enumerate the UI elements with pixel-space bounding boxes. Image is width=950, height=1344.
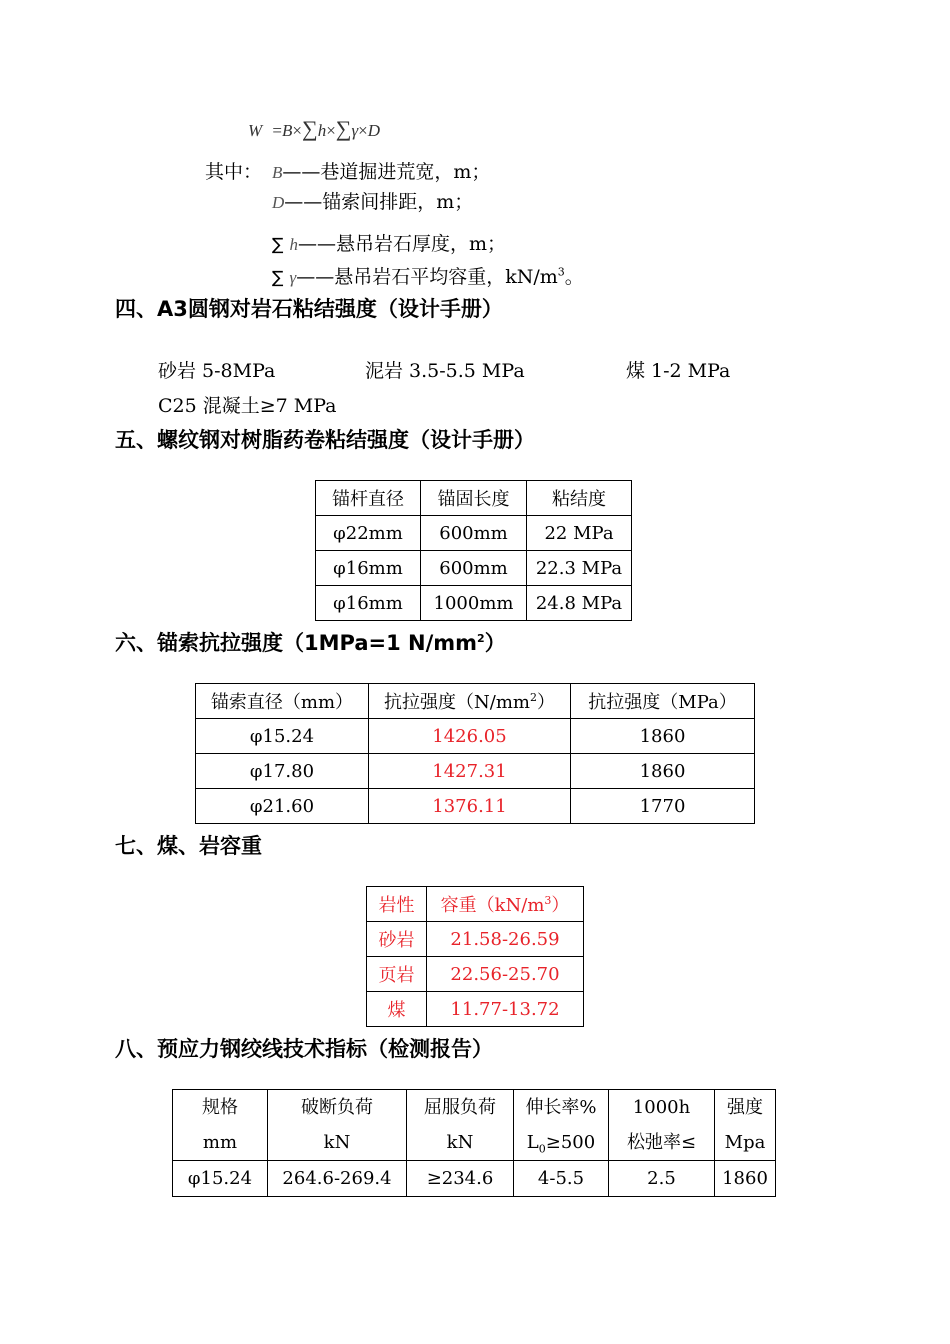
table-cell: 1426.05 (369, 719, 571, 754)
table-cell: 1376.11 (369, 789, 571, 824)
table-cell: 1860 (571, 754, 755, 789)
definition-text: ——悬吊岩石平均容重，kN/m (296, 266, 558, 288)
table-row (173, 1161, 776, 1197)
definition-symbol: B (272, 163, 283, 182)
header-cell: 屈服负荷 kN (407, 1090, 514, 1161)
title-text: 六、锚索抗拉强度（1MPa=1 N/mm (115, 631, 478, 655)
header-cell: 锚固长度 (421, 481, 527, 516)
table-cell: φ22mm (316, 516, 421, 551)
table-cell: 页岩 (367, 957, 427, 992)
definition-d (272, 187, 473, 214)
table-header-row (316, 481, 632, 516)
definition-h (272, 229, 506, 256)
definition-symbol: D (272, 193, 285, 212)
header-cell: 规格 mm (173, 1090, 268, 1161)
section-5-title: 五、螺纹钢对树脂药卷粘结强度（设计手册） (115, 428, 535, 452)
sum-symbol: ∑ (272, 235, 284, 255)
definition-symbol: h (289, 235, 299, 254)
header-cell: 破断负荷 kN (268, 1090, 407, 1161)
table-cell: 22 MPa (527, 516, 632, 551)
table-cell: 600mm (421, 516, 527, 551)
table-row (316, 551, 632, 586)
table-header-row (196, 684, 755, 719)
header-cell: 容重$(kN/m^3)$ (427, 887, 584, 922)
definition-text: ——巷道掘进荒宽，m； (282, 161, 491, 183)
definition-text: ——悬吊岩石厚度，m； (298, 233, 507, 255)
section-7-title: 七、煤、岩容重 (115, 834, 262, 858)
title-text: ） (484, 631, 506, 655)
bond-coal: 煤 1-2 MPa (626, 360, 731, 382)
header-cell: 锚索直径（mm） (196, 684, 369, 719)
section-4-title: 四、A3圆钢对岩石粘结强度（设计手册） (115, 297, 503, 321)
table-cell: 600mm (421, 551, 527, 586)
table-cell: 1000mm (421, 586, 527, 621)
definitions-prefix: 其中： (205, 161, 263, 183)
formula-sum: ∑ (302, 116, 318, 141)
header-cell: 1000h 松弛率≤ (609, 1090, 715, 1161)
definition-gamma (272, 262, 584, 289)
table-cell: 24.8 MPa (527, 586, 632, 621)
superscript: 2 (477, 632, 485, 645)
formula-h: h (317, 121, 327, 140)
table-header-row (173, 1090, 776, 1161)
header-cell: 强度 Mpa (715, 1090, 776, 1161)
superscript: 3 (557, 265, 565, 279)
header-cell: 抗拉强度$(N/mm^2)$ (369, 684, 571, 719)
table-cell: φ15.24 (173, 1161, 268, 1197)
formula-times: × (292, 121, 302, 140)
table-cell: 1860 (571, 719, 755, 754)
table-header-row (367, 887, 584, 922)
definition-tail: 。 (564, 266, 584, 288)
table-cell: 22.3 MPa (527, 551, 632, 586)
definition-b (272, 157, 490, 184)
formula-b: B (282, 121, 293, 140)
table-cell: 22.56-25.70 (427, 957, 584, 992)
header-cell: 伸长率% $L_0\ge 500$ (514, 1090, 609, 1161)
formula (248, 116, 380, 142)
header-cell: 粘结度 (527, 481, 632, 516)
table-row (367, 992, 584, 1027)
table-cell: 1770 (571, 789, 755, 824)
table-cell: 1427.31 (369, 754, 571, 789)
table-row (367, 922, 584, 957)
bond-concrete: C25 混凝土≥7 MPa (158, 395, 337, 417)
header-cell: 锚杆直径 (316, 481, 421, 516)
header-cell: 抗拉强度（MPa） (571, 684, 755, 719)
table-cell: φ16mm (316, 551, 421, 586)
table-cell: 2.5 (609, 1161, 715, 1197)
table-cell: φ17.80 (196, 754, 369, 789)
table-cell: 21.58-26.59 (427, 922, 584, 957)
table-cell: φ21.60 (196, 789, 369, 824)
formula-d: D (367, 121, 381, 140)
formula-times: × (358, 121, 368, 140)
table-row (367, 957, 584, 992)
formula-w: W (248, 121, 263, 140)
sum-symbol: ∑ (272, 268, 284, 288)
table-cell: φ15.24 (196, 719, 369, 754)
section-8-title: 八、预应力钢绞线技术指标（检测报告） (115, 1037, 493, 1061)
table-cell: φ16mm (316, 586, 421, 621)
table-cell: 11.77-13.72 (427, 992, 584, 1027)
header-cell: 岩性 (367, 887, 427, 922)
table-cell: 264.6-269.4 (268, 1161, 407, 1197)
table-row (196, 789, 755, 824)
cable-tensile-table (195, 683, 755, 824)
table-row (316, 586, 632, 621)
table-cell: 煤 (367, 992, 427, 1027)
formula-equals: = (272, 121, 283, 140)
formula-gamma: γ (351, 121, 359, 140)
unit-weight-table (366, 886, 584, 1027)
rebar-bond-table (315, 480, 632, 621)
table-row (196, 719, 755, 754)
bond-mudstone: 泥岩 3.5-5.5 MPa (365, 360, 525, 382)
formula-sum: ∑ (335, 116, 352, 141)
table-cell: ≥234.6 (407, 1161, 514, 1197)
section-6-title (115, 627, 506, 657)
formula-times: × (326, 121, 336, 140)
definition-text: ——锚索间排距，m； (284, 191, 474, 213)
strand-spec-table (172, 1089, 776, 1197)
definition-symbol: γ (289, 268, 297, 287)
table-row (316, 516, 632, 551)
table-row (196, 754, 755, 789)
table-cell: 1860 (715, 1161, 776, 1197)
bond-sandstone: 砂岩 5-8MPa (158, 360, 276, 382)
table-cell: 砂岩 (367, 922, 427, 957)
table-cell: 4-5.5 (514, 1161, 609, 1197)
